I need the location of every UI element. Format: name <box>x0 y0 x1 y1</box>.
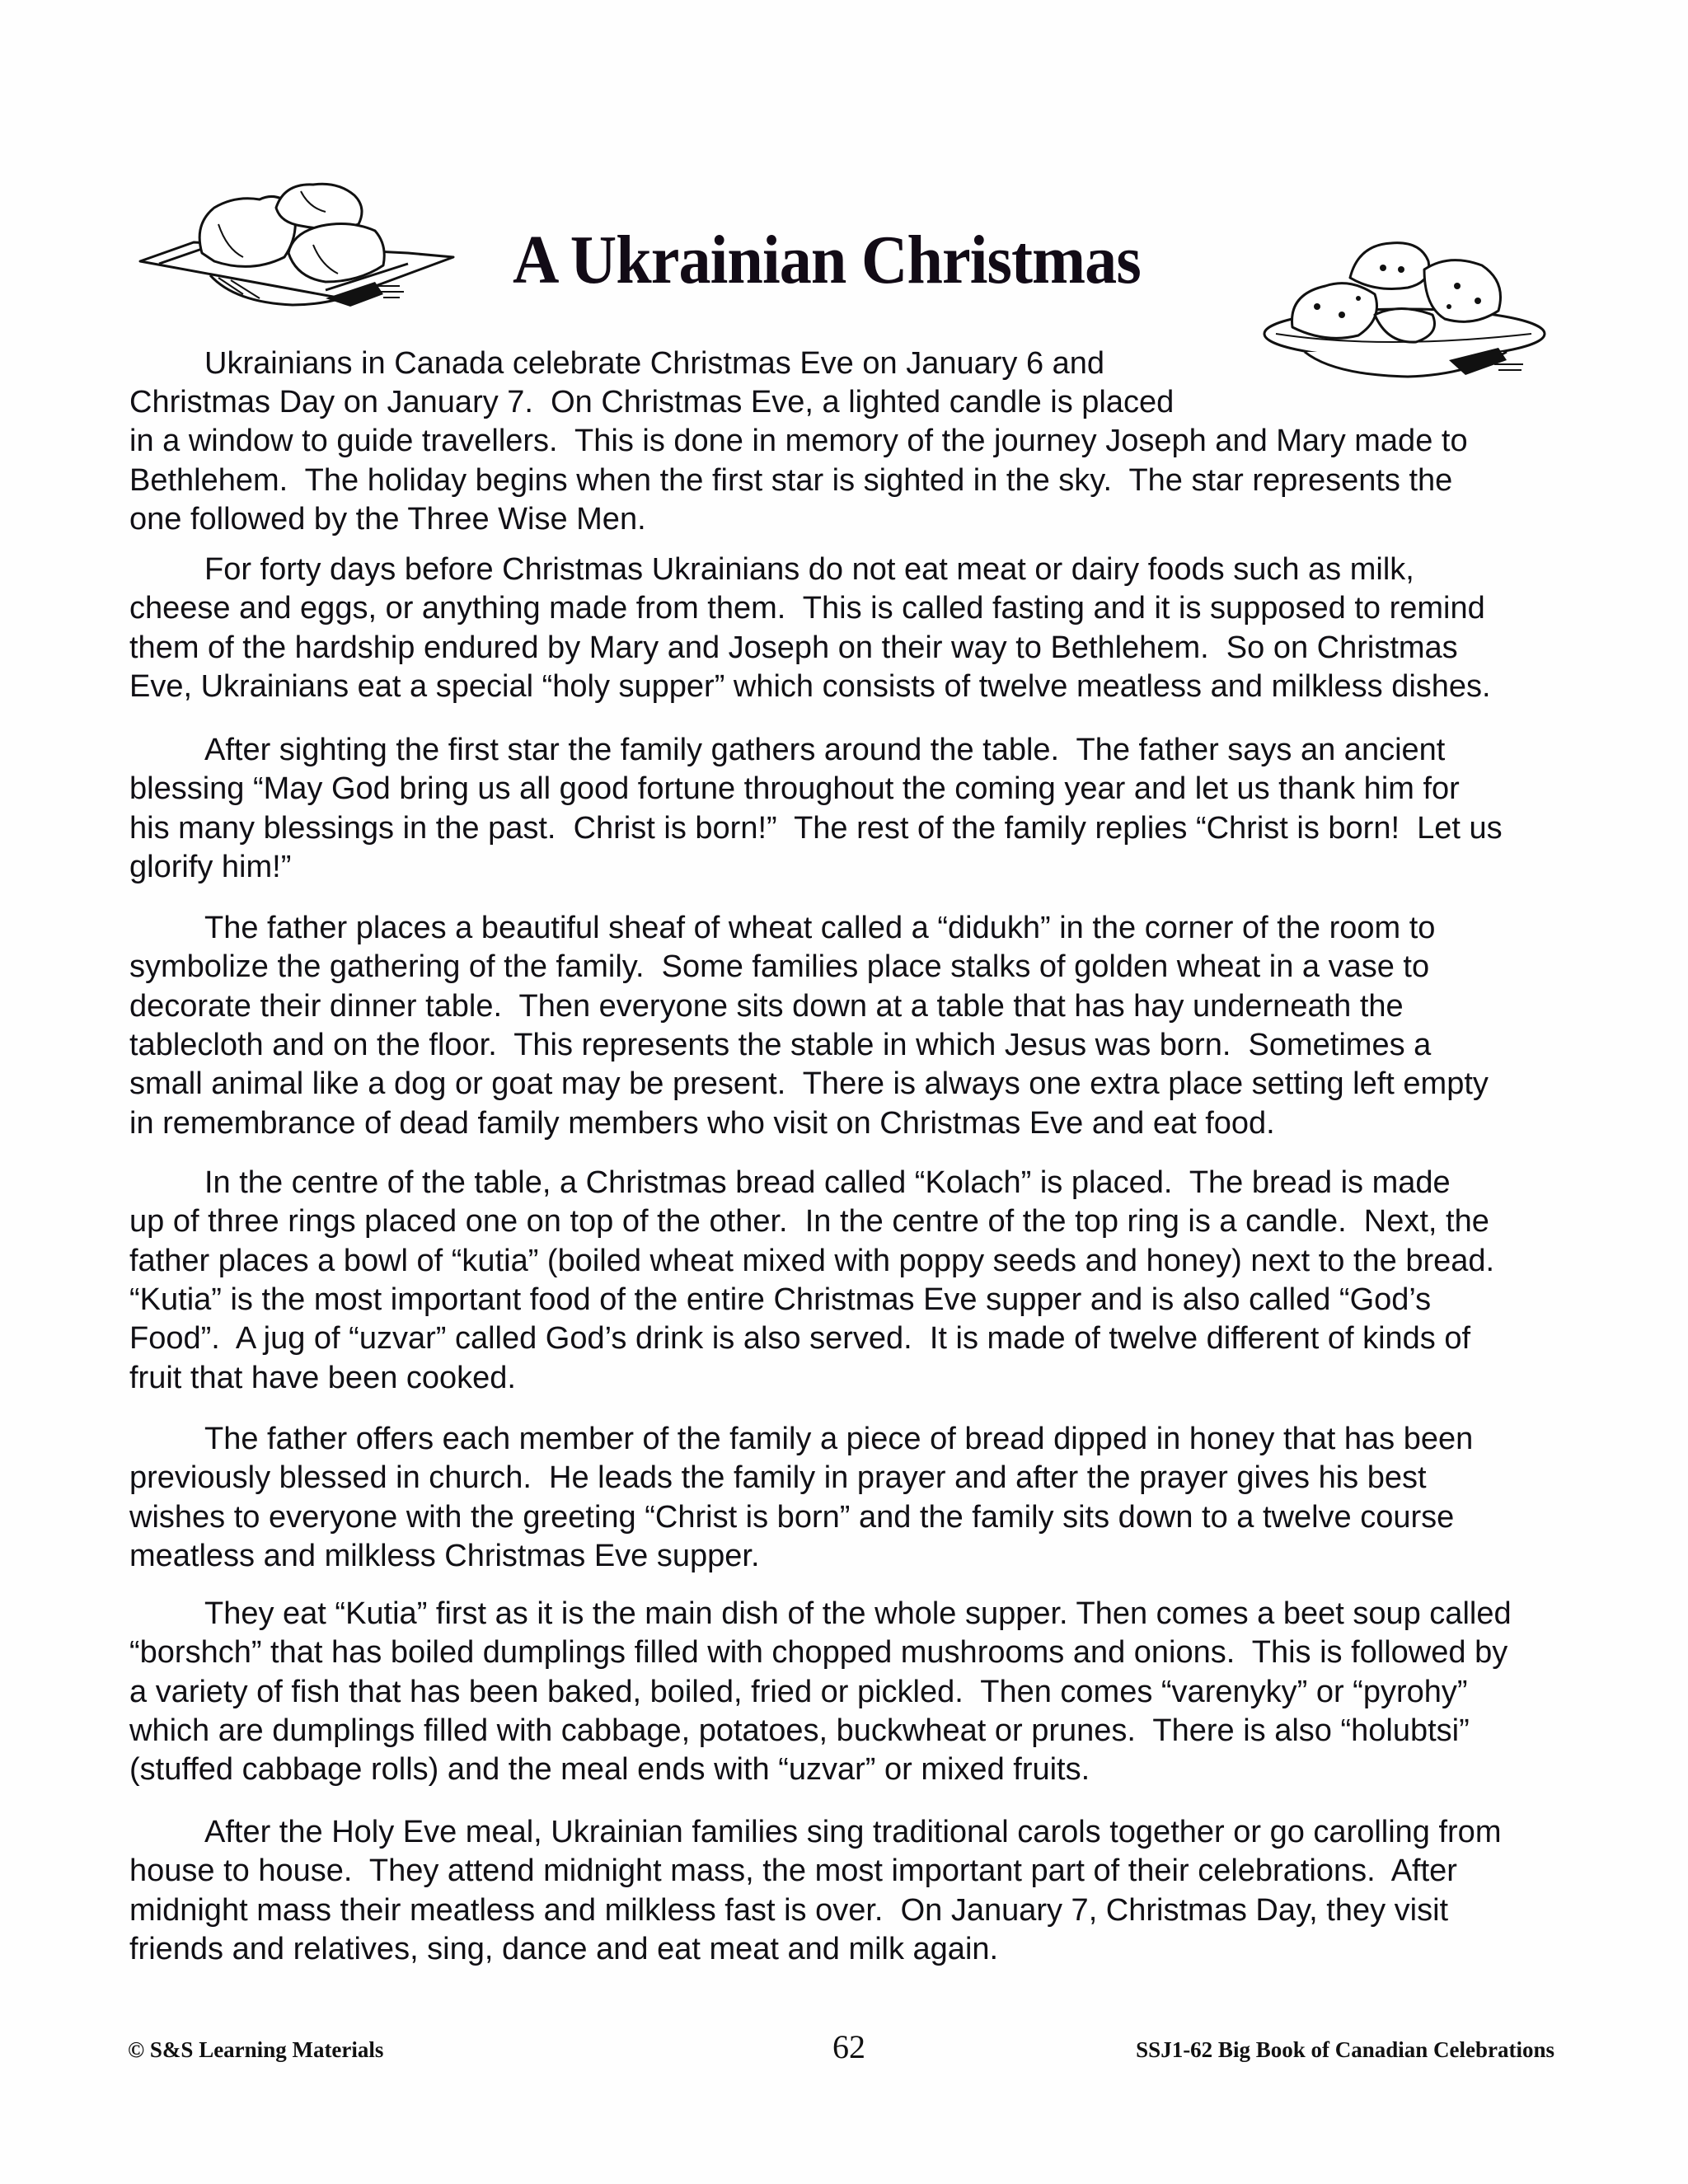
text-line: in remembrance of dead family members who visit on Christmas Eve and eat food. <box>129 1106 1275 1141</box>
text-line: After sighting the first star the family gathers around the table. The father says an ancient <box>204 733 1446 767</box>
text-line: a variety of fish that has been baked, boiled, fried or pickled. Then comes “varenyky” or “pyrohy” <box>129 1675 1468 1709</box>
text-line: up of three rings placed one on top of the other. In the centre of the top ring is a candle. Next, the <box>129 1204 1489 1239</box>
text-line: The father places a beautiful sheaf of wheat called a “didukh” in the corner of the room to <box>204 911 1436 945</box>
text-line: one followed by the Three Wise Men. <box>129 502 646 537</box>
text-line: his many blessings in the past. Christ is born!” The rest of the family replies “Christ is born! Let us <box>129 811 1503 846</box>
pyrohy-plate-illustration <box>1259 237 1553 378</box>
text-line: father places a bowl of “kutia” (boiled wheat mixed with poppy seeds and honey) next to the bread. <box>129 1244 1495 1278</box>
text-line: Christmas Day on January 7. On Christmas Eve, a lighted candle is placed <box>129 385 1175 419</box>
page-number: 62 <box>832 2028 865 2065</box>
text-line: In the centre of the table, a Christmas bread called “Kolach” is placed. The bread is made <box>204 1165 1451 1200</box>
text-line: (stuffed cabbage rolls) and the meal ends with “uzvar” or mixed fruits. <box>129 1752 1090 1787</box>
text-line: After the Holy Eve meal, Ukrainian families sing traditional carols together or go carolling from <box>204 1815 1502 1849</box>
text-line: The father offers each member of the family a piece of bread dipped in honey that has been <box>204 1422 1474 1456</box>
text-line: house to house. They attend midnight mass, the most important part of their celebrations. After <box>129 1854 1457 1888</box>
text-line: They eat “Kutia” first as it is the main dish of the whole supper. Then comes a beet soup called <box>204 1596 1512 1631</box>
text-line: symbolize the gathering of the family. Some families place stalks of golden wheat in a vase to <box>129 949 1430 984</box>
text-line: tablecloth and on the floor. This represents the stable in which Jesus was born. Sometimes a <box>129 1028 1432 1062</box>
text-line: wishes to everyone with the greeting “Christ is born” and the family sits down to a twelve course <box>129 1500 1455 1535</box>
footer-book-title: SSJ1-62 Big Book of Canadian Celebrations <box>1136 2037 1554 2062</box>
text-line: “borshch” that has boiled dumplings filled with chopped mushrooms and onions. This is followed by <box>129 1635 1508 1670</box>
text-line: Eve, Ukrainians eat a special “holy supper” which consists of twelve meatless and milkless dishes. <box>129 669 1491 704</box>
text-line: them of the hardship endured by Mary and Joseph on their way to Bethlehem. So on Christmas <box>129 630 1458 665</box>
text-line: “Kutia” is the most important food of the entire Christmas Eve supper and is also called “God’s <box>129 1282 1432 1317</box>
text-line: previously blessed in church. He leads the family in prayer and after the prayer gives his best <box>129 1460 1427 1495</box>
text-line: friends and relatives, sing, dance and eat meat and milk again. <box>129 1932 999 1966</box>
text-line: small animal like a dog or goat may be present. There is always one extra place setting left empty <box>129 1066 1489 1101</box>
text-line: midnight mass their meatless and milkless fast is over. On January 7, Christmas Day, they visit <box>129 1893 1449 1928</box>
text-line: meatless and milkless Christmas Eve supper. <box>129 1539 760 1573</box>
text-line: For forty days before Christmas Ukrainians do not eat meat or dairy foods such as milk, <box>204 552 1414 587</box>
text-line: blessing “May God bring us all good fortune throughout the coming year and let us thank him for <box>129 771 1460 806</box>
text-line: cheese and eggs, or anything made from them. This is called fasting and it is supposed to remind <box>129 591 1485 626</box>
text-line: Food”. A jug of “uzvar” called God’s drink is also served. It is made of twelve different of kinds of <box>129 1321 1471 1356</box>
text-line: decorate their dinner table. Then everyone sits down at a table that has hay underneath the <box>129 989 1404 1024</box>
text-line: Bethlehem. The holiday begins when the first star is sighted in the sky. The star represents the <box>129 463 1453 498</box>
text-line: which are dumplings filled with cabbage, potatoes, buckwheat or prunes. There is also “holubtsi” <box>129 1713 1470 1748</box>
footer-copyright: © S&S Learning Materials <box>128 2037 384 2062</box>
text-line: fruit that have been cooked. <box>129 1361 516 1395</box>
text-line: glorify him!” <box>129 850 292 884</box>
page-title: A Ukrainian Christmas <box>513 222 1141 299</box>
text-line: Ukrainians in Canada celebrate Christmas Eve on January 6 and <box>204 346 1105 381</box>
cabbage-rolls-plate-illustration <box>136 175 457 307</box>
text-line: in a window to guide travellers. This is done in memory of the journey Joseph and Mary made to <box>129 424 1468 458</box>
